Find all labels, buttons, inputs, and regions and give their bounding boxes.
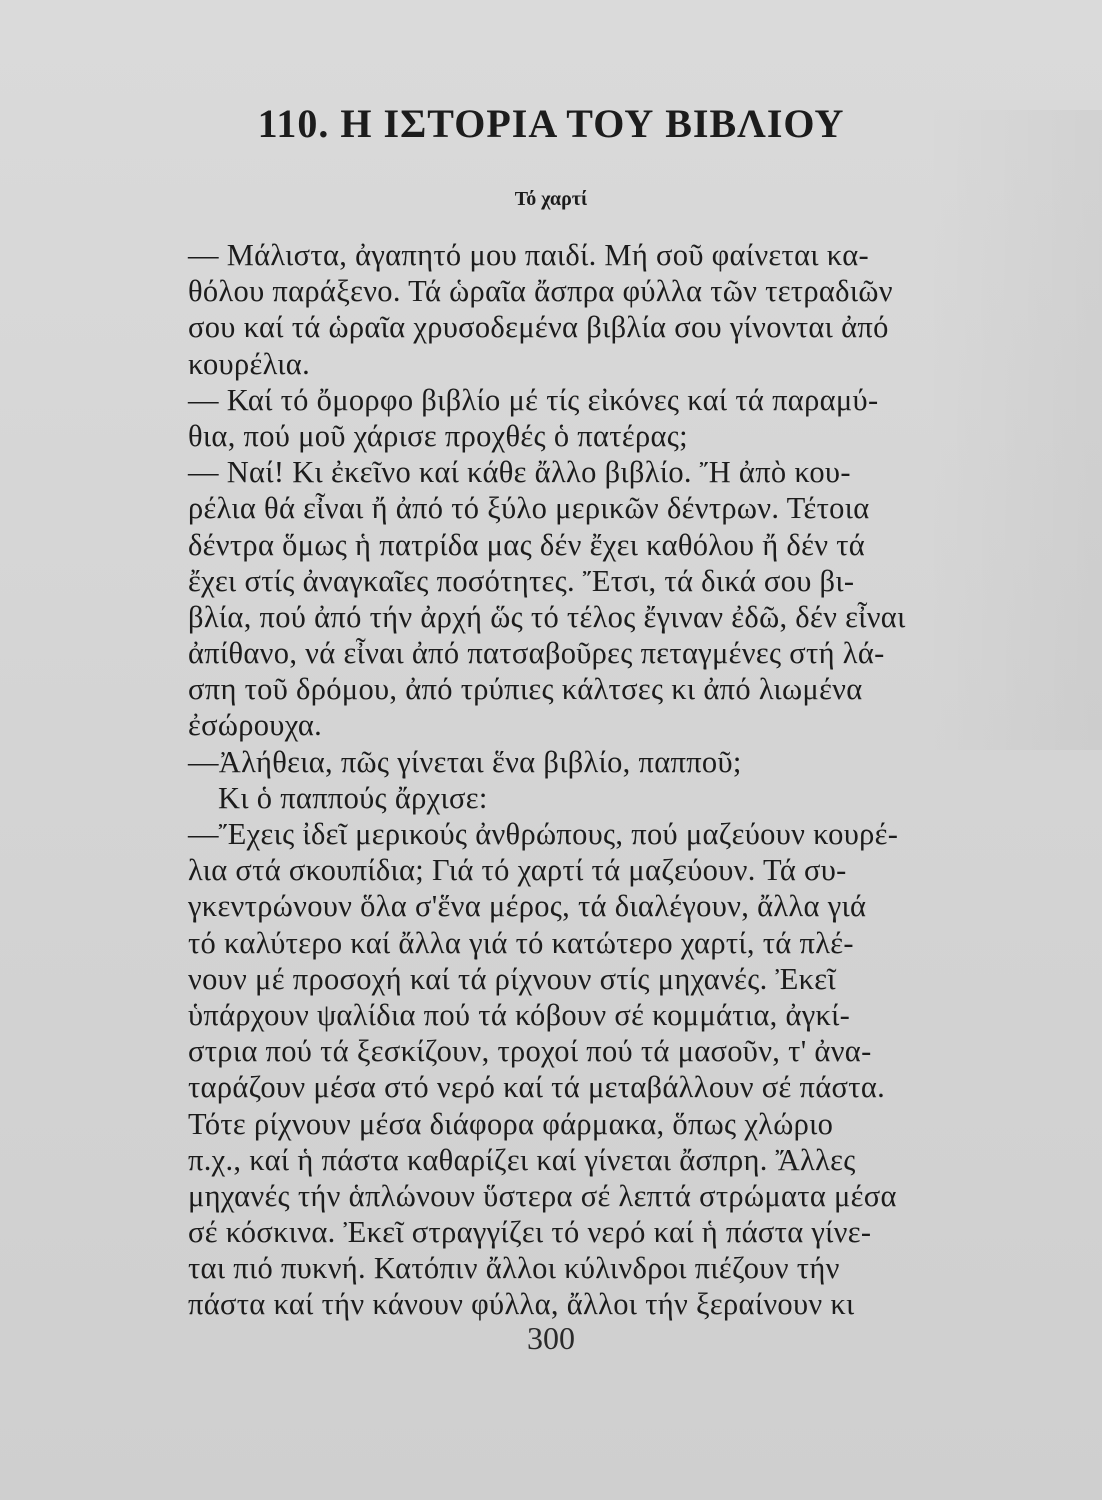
text-line: γκεντρώνουν ὅλα σ'ἕνα μέρος, τά διαλέγουν, ἄλλα γιά (188, 889, 867, 924)
text-line: θια, πού μοῦ χάρισε προχθές ὁ πατέρας; (188, 418, 688, 453)
text-line: —Ἀλήθεια, πῶς γίνεται ἕνα βιβλίο, παπποῦ; (188, 744, 742, 779)
text-line: σέ κόσκινα. Ἐκεῖ στραγγίζει τό νερό καί ἡ πάστα γίνε- (188, 1215, 872, 1250)
text-line: δέντρα ὅμως ἡ πατρίδα μας δέν ἔχει καθόλου ἤ δέν τά (188, 527, 866, 562)
text-line: θόλου παράξενο. Τά ὡραῖα ἄσπρα φύλλα τῶν τετραδιῶν (188, 274, 893, 309)
text-line: σου καί τά ὡραῖα χρυσοδεμένα βιβλία σου γίνονται ἀπό (188, 310, 889, 345)
body-text (188, 237, 1008, 1323)
text-line: π.χ., καί ἡ πάστα καθαρίζει καί γίνεται ἄσπρη. Ἄλλες (188, 1142, 856, 1177)
text-line: βλία, πού ἀπό τήν ἀρχή ὥς τό τέλος ἔγιναν ἐδῶ, δέν εἶναι (188, 599, 906, 634)
text-line: ἐσώρουχα. (188, 708, 323, 743)
chapter-title: 110. Η ΙΣΤΟΡΙΑ ΤΟΥ ΒΙΒΛΙΟΥ (257, 101, 845, 146)
text-line: ρέλια θά εἶναι ἤ ἀπό τό ξύλο μερικῶν δέντρων. Τέτοια (188, 491, 870, 526)
text-line: λια στά σκουπίδια; Γιά τό χαρτί τά μαζεύουν. Τά συ- (188, 853, 847, 888)
text-line: Κι ὁ παππούς ἄρχισε: (218, 780, 488, 815)
text-line: ἔχει στίς ἀναγκαῖες ποσότητες. Ἔτσι, τά δικά σου βι- (188, 563, 855, 598)
text-line: — Ναί! Κι ἐκεῖνο καί κάθε ἄλλο βιβλίο. Ἤ ἀπὸ κου- (188, 455, 851, 490)
text-line: νουν μέ προσοχή καί τά ρίχνουν στίς μηχανές. Ἐκεῖ (188, 961, 836, 996)
page-number: 300 (527, 1320, 575, 1356)
text-line: — Μάλιστα, ἀγαπητό μου παιδί. Μή σοῦ φαίνεται κα- (188, 238, 869, 272)
text-line: στρια πού τά ξεσκίζουν, τροχοί πού τά μασοῦν, τ' ἀνα- (188, 1034, 872, 1069)
text-line: τό καλύτερο καί ἄλλα γιά τό κατώτερο χαρτί, τά πλέ- (188, 925, 854, 960)
text-line: —Ἔχεις ἰδεῖ μερικούς ἀνθρώπους, πού μαζεύουν κουρέ- (188, 817, 899, 851)
text-line: σπη τοῦ δρόμου, ἀπό τρύπιες κάλτσες κι ἀπό λιωμένα (188, 672, 863, 707)
text-line: μηχανές τήν ἁπλώνουν ὕστερα σέ λεπτά στρώματα μέσα (188, 1178, 897, 1213)
text-line: ταράζουν μέσα στό νερό καί τά μεταβάλλουν σέ πάστα. (188, 1070, 886, 1105)
text-line: κουρέλια. (188, 346, 311, 381)
text-line: — Καί τό ὄμορφο βιβλίο μέ τίς εἰκόνες καί τά παραμύ- (188, 382, 879, 417)
text-line: ται πιό πυκνή. Κατόπιν ἄλλοι κύλινδροι πιέζουν τήν (188, 1251, 840, 1286)
section-subtitle: Τό χαρτί (514, 188, 588, 210)
text-line: ὑπάρχουν ψαλίδια πού τά κόβουν σέ κομμάτια, ἀγκί- (188, 997, 851, 1032)
text-line: Τότε ρίχνουν μέσα διάφορα φάρμακα, ὅπως χλώριο (188, 1106, 834, 1141)
text-line: ἀπίθανο, νά εἶναι ἀπό πατσαβοῦρες πεταγμένες στή λά- (188, 636, 885, 671)
text-line: πάστα καί τήν κάνουν φύλλα, ἄλλοι τήν ξεραίνουν κι (188, 1287, 855, 1322)
